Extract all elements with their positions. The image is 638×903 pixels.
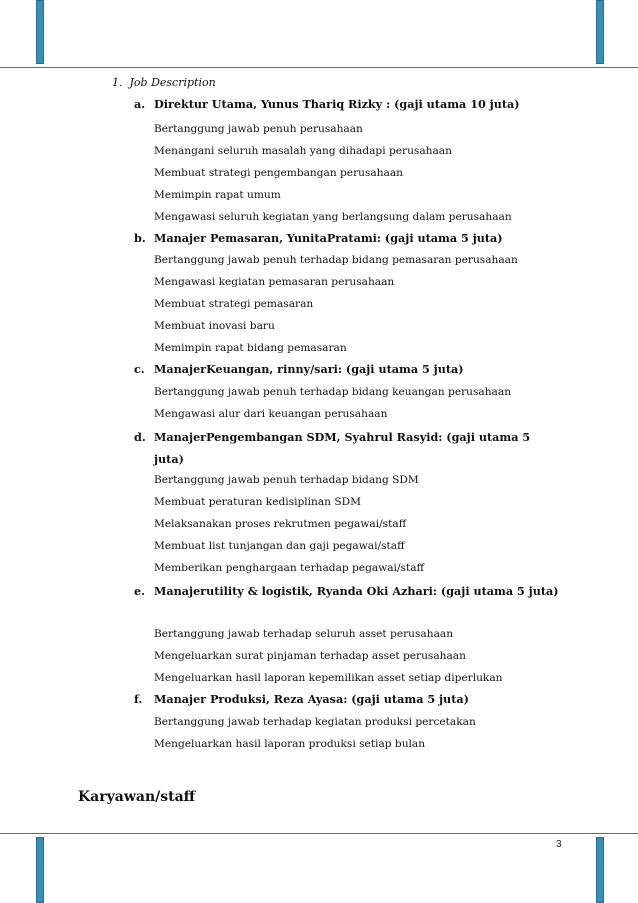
- list-item: Mengawasi kegiatan pemasaran perusahaan: [154, 276, 395, 288]
- list-item: Bertanggung jawab penuh terhadap bidang pemasaran perusahaan: [154, 254, 518, 266]
- list-item: Mengawasi seluruh kegiatan yang berlangsung dalam perusahaan: [154, 211, 512, 223]
- list-item: Bertanggung jawab penuh terhadap bidang keuangan perusahaan: [154, 386, 512, 398]
- job-description-title: Job Description: [129, 76, 216, 89]
- section-c-title: [134, 358, 574, 380]
- list-item: Bertanggung jawab penuh perusahaan: [154, 123, 363, 135]
- section-title: Manajer Produksi, Reza Ayasa: (gaji utama 5 juta): [154, 692, 469, 706]
- list-item: Memberikan penghargaan terhadap pegawai/staff: [154, 562, 425, 574]
- header-line: [0, 67, 638, 68]
- list-item: Membuat inovasi baru: [154, 320, 275, 332]
- section-letter: c.: [134, 362, 145, 376]
- section-letter: b.: [134, 231, 146, 245]
- list-item: Mengeluarkan surat pinjaman terhadap asset perusahaan: [154, 650, 466, 662]
- list-item: Mengeluarkan hasil laporan kepemilikan asset setiap diperlukan: [154, 672, 503, 684]
- list-item: Membuat list tunjangan dan gaji pegawai/staff: [154, 540, 405, 552]
- section-letter: d.: [134, 430, 146, 444]
- karyawan-heading: Karyawan/staff: [78, 789, 196, 805]
- top-right-bar: [596, 0, 604, 64]
- section-title: Manajerutility & logistik, Ryanda Oki Azhari: (gaji utama 5 juta): [154, 584, 559, 598]
- section-d-title: [134, 426, 560, 470]
- section-title: ManajerPengembangan SDM, Syahrul Rasyid: (gaji utama 5 juta): [154, 430, 531, 466]
- top-left-bar: [36, 0, 44, 64]
- section-letter: e.: [134, 584, 146, 598]
- section-letter: a.: [134, 97, 146, 111]
- list-item: Membuat strategi pengembangan perusahaan: [154, 167, 403, 179]
- list-item: Bertanggung jawab terhadap seluruh asset perusahaan: [154, 628, 454, 640]
- list-item: Membuat strategi pemasaran: [154, 298, 314, 310]
- list-item: Menangani seluruh masalah yang dihadapi perusahaan: [154, 145, 452, 157]
- list-item: Bertanggung jawab terhadap kegiatan produksi percetakan: [154, 716, 476, 728]
- list-item: Mengawasi alur dari keuangan perusahaan: [154, 408, 388, 420]
- section-b-title: [134, 227, 574, 249]
- list-item: Melaksanakan proses rekrutmen pegawai/staff: [154, 518, 407, 530]
- section-letter: f.: [134, 692, 143, 706]
- section-title: Manajer Pemasaran, YunitaPratami: (gaji utama 5 juta): [154, 231, 503, 245]
- list-marker: 1.: [112, 76, 123, 89]
- section-a-title: [134, 93, 574, 115]
- section-title: Direktur Utama, Yunus Thariq Rizky : (gaji utama 10 juta): [154, 97, 520, 111]
- job-description-heading: [112, 76, 216, 89]
- page-number: 3: [556, 839, 562, 850]
- section-f-title: [134, 688, 574, 710]
- section-title: ManajerKeuangan, rinny/sari: (gaji utama 5 juta): [154, 362, 464, 376]
- bottom-right-bar: [596, 837, 604, 903]
- list-item: Mengeluarkan hasil laporan produksi setiap bulan: [154, 738, 426, 750]
- list-item: Memimpin rapat umum: [154, 189, 281, 201]
- bottom-left-bar: [36, 837, 44, 903]
- section-e-title: [134, 580, 560, 602]
- list-item: Bertanggung jawab penuh terhadap bidang SDM: [154, 474, 419, 486]
- list-item: Membuat peraturan kedisiplinan SDM: [154, 496, 361, 508]
- list-item: Memimpin rapat bidang pemasaran: [154, 342, 347, 354]
- footer-line: [0, 833, 638, 834]
